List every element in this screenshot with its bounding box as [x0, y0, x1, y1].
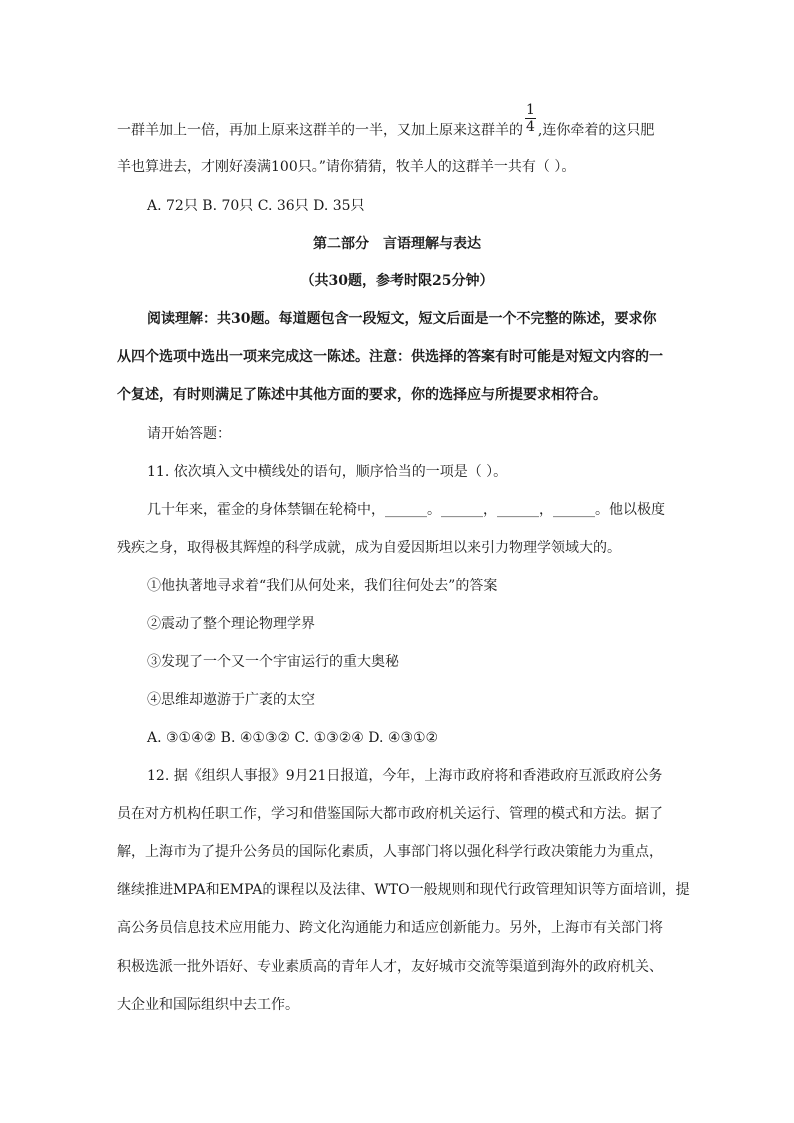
q10-line-2: 羊也算进去，才刚好凑满100只。”请你猜猜，牧羊人的这群羊一共有（ ）。: [117, 159, 576, 175]
q11-item-4: ④思维却遨游于广袤的太空: [147, 692, 315, 708]
q11-passage-line-2: 残疾之身，取得极其辉煌的科学成就，成为自爱因斯坦以来引力物理学领域大的。: [117, 540, 621, 556]
q11-passage-line-1: 几十年来，霍金的身体禁锢在轮椅中，______。______，______，______。他以极度: [147, 502, 665, 518]
q11-item-3: ③发现了一个又一个宇宙运行的重大奥秘: [147, 654, 399, 670]
q12-line-1: 12. 据《组织人事报》9月21日报道，今年，上海市政府将和香港政府互派政府公务: [147, 768, 663, 784]
q12-line-4: 继续推进MPA和EMPA的课程以及法律、WTO一般规则和现代行政管理知识等方面培训，提: [117, 882, 690, 898]
section-subtitle: （共30题，参考时限25分钟）: [300, 273, 494, 289]
q10-line-1: [117, 102, 677, 147]
q12-line-7: 大企业和国际组织中去工作。: [117, 997, 299, 1013]
section-title: 第二部分 言语理解与表达: [313, 236, 481, 252]
q12-line-5: 高公务员信息技术应用能力、跨文化沟通能力和适应创新能力。另外，上海市有关部门将: [117, 920, 663, 936]
q10-line-1-after: ,连你牵着的这只肥: [537, 122, 655, 139]
instructions-line-3: 个复述，有时则满足了陈述中其他方面的要求，你的选择应与所提要求相符合。: [117, 387, 607, 403]
q11-stem: 11. 依次填入文中横线处的语句，顺序恰当的一项是（ ）。: [147, 464, 508, 480]
fraction-numerator: 1: [526, 102, 535, 118]
instructions-line-1: 阅读理解：共30题。每道题包含一段短文，短文后面是一个不完整的陈述，要求你: [147, 311, 657, 327]
q11-item-1: ①他执著地寻求着“我们从何处来，我们往何处去”的答案: [147, 578, 498, 594]
instructions-line-2: 从四个选项中选出一项来完成这一陈述。注意：供选择的答案有时可能是对短文内容的一: [117, 349, 663, 365]
q11-options: A. ③①④② B. ④①③② C. ①③②④ D. ④③①②: [147, 730, 439, 746]
q11-item-2: ②震动了整个理论物理学界: [147, 616, 315, 632]
q10-line-1-before: 一群羊加上一倍，再加上原来这群羊的一半，又加上原来这群羊的: [117, 122, 523, 139]
fraction-denominator: 4: [526, 119, 535, 135]
q12-line-6: 积极选派一批外语好、专业素质高的青年人才，友好城市交流等渠道到海外的政府机关、: [117, 959, 663, 975]
q12-line-2: 员在对方机构任职工作，学习和借鉴国际大都市政府机关运行、管理的模式和方法。据了: [117, 806, 663, 822]
fraction-one-quarter: [525, 102, 536, 135]
q10-options: A. 72只 B. 70只 C. 36只 D. 35只: [147, 198, 365, 214]
start-prompt: 请开始答题：: [147, 426, 231, 442]
q12-line-3: 解，上海市为了提升公务员的国际化素质，人事部门将以强化科学行政决策能力为重点，: [117, 844, 663, 860]
